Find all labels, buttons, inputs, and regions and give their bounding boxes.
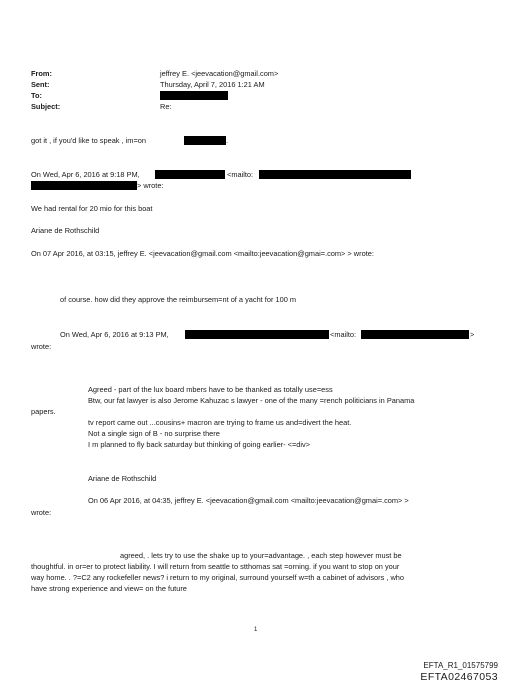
redaction-q1-email-cont [31, 181, 137, 190]
paragraph-line-4: have strong experience and view= on the future [31, 584, 187, 593]
subject-value: Re: [160, 102, 172, 111]
rental-line: We had rental for 20 mio for this boat [31, 204, 153, 213]
wrote-1: wrote: [31, 342, 52, 351]
papers-line: papers. [31, 407, 56, 416]
quote-header-3-end: > [470, 330, 475, 339]
wrote-2: wrote: [31, 508, 52, 517]
sent-label: Sent: [31, 80, 50, 89]
tv-line-1: tv report came out ...cousins+ macron are trying to frame us and=divert the heat. [88, 418, 352, 427]
redaction-q3-email [361, 330, 469, 339]
to-label: To: [31, 91, 42, 100]
redaction-q1-name [155, 170, 225, 179]
quote-header-1a: On Wed, Apr 6, 2016 at 9:18 PM, [31, 170, 140, 179]
footer-id-1: EFTA_R1_01575799 [423, 661, 498, 670]
paragraph-line-1: agreed, . lets try to use the shake up to your=advantage. , each step however must be [120, 551, 402, 560]
agreed-line-1: Agreed - part of the lux board mbers have to be thanked as totally use=ess [88, 385, 333, 394]
reply-line-end: . [226, 136, 229, 145]
redaction-q3-name [185, 330, 329, 339]
quote-header-1b: > wrote: [137, 181, 164, 190]
from-label: From: [31, 69, 52, 78]
quote-header-2: On 07 Apr 2016, at 03:15, jeffrey E. <jeevacation@gmail.com <mailto:jeevacation@gmai=.com> > wrote: [31, 249, 374, 258]
redaction-line1 [184, 136, 229, 145]
signature-1: Ariane de Rothschild [31, 226, 100, 235]
quote-header-1-mailto: <mailto: [227, 170, 254, 179]
tv-line-3: I m planned to fly back saturday but thinking of going earlier- <=div> [88, 440, 311, 449]
from-value: jeffrey E. <jeevacation@gmail.com> [160, 69, 279, 78]
paragraph-line-3: way home. . ?=C2 any rockefeller news? i return to my original, surround yourself w=th a cabinet of advisors , who [31, 573, 404, 582]
redaction-to [160, 91, 228, 100]
page-number: 1 [254, 627, 258, 633]
quote-header-3-mailto: <mailto: [330, 330, 357, 339]
signature-2: Ariane de Rothschild [88, 474, 157, 483]
subject-label: Subject: [31, 102, 61, 111]
paragraph-line-2: thoughtful. in or=er to protect liability. I will return from seattle to stthomas sat =orning. if you want to stop on your [31, 562, 400, 571]
footer-id-2: EFTA02467053 [420, 671, 498, 683]
redaction-q1-email [259, 170, 411, 179]
quote-header-4: On 06 Apr 2016, at 04:35, jeffrey E. <jeevacation@gmail.com <mailto:jeevacation@gmai=.com> > [88, 496, 409, 505]
sent-value: Thursday, April 7, 2016 1:21 AM [160, 80, 265, 89]
tv-line-2: Not a single sign of B - no surprise there [88, 429, 220, 438]
agreed-line-2: Btw, our fat lawyer is also Jerome Kahuzac s lawyer - one of the many =rench politicians in Panama [88, 396, 415, 405]
quote-header-3a: On Wed, Apr 6, 2016 at 9:13 PM, [60, 330, 169, 339]
reply-line: got it , if you'd like to speak , im=on [31, 136, 146, 145]
reimburse-line: of course. how did they approve the reimbursem=nt of a yacht for 100 m [60, 295, 297, 304]
